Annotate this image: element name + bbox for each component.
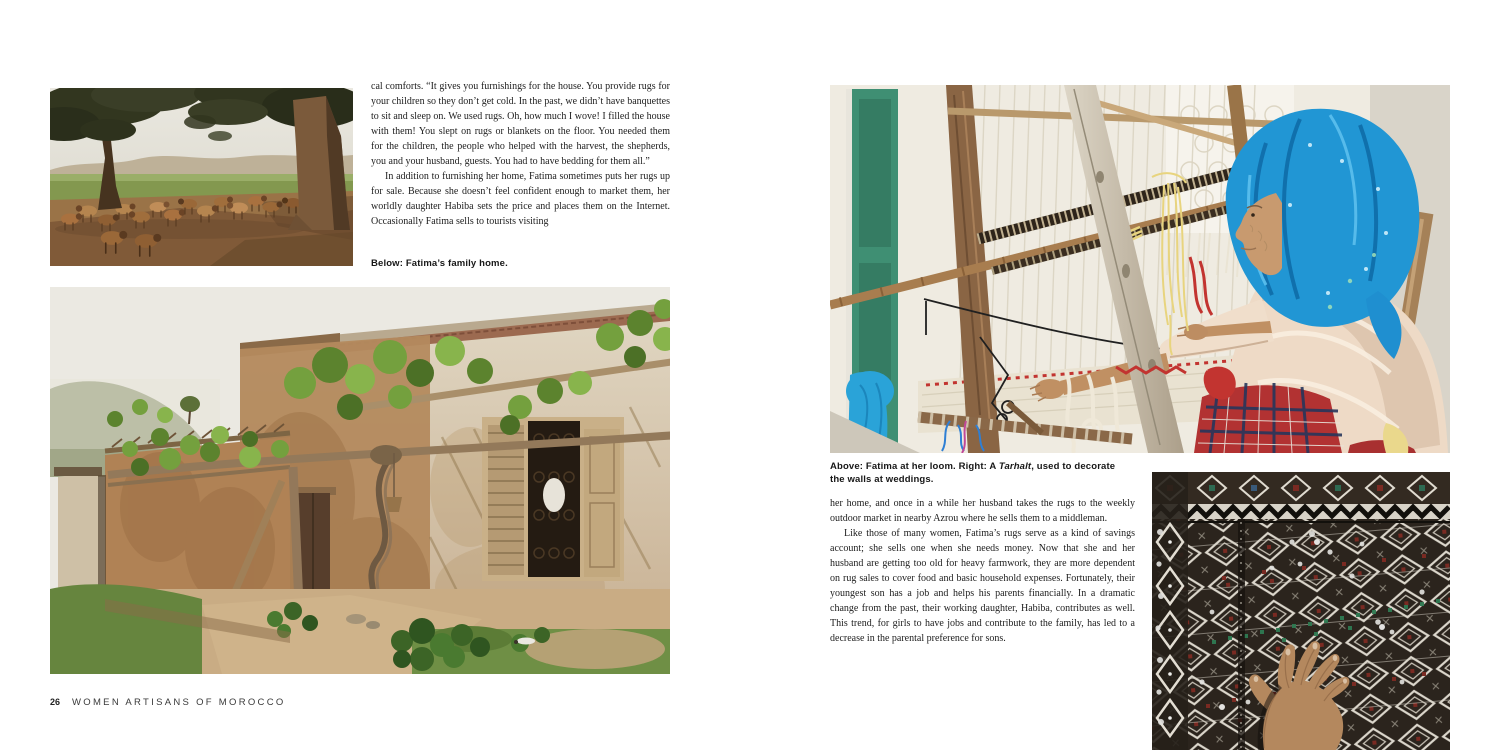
sheep-photo-art [50, 88, 353, 266]
left-text-column [371, 79, 670, 229]
textile-photo [1152, 472, 1450, 750]
outbuilding [58, 471, 98, 593]
right-text-column [830, 496, 1135, 646]
body-paragraph: Like those of many women, Fatima’s rugs serve as a kind of savings account; she sells one when she needs money. Now that she and her husband are getting too old for heavy farmwork, they are more dependent on rug sales to cover food and basic household expenses. Fortunately, their youngest son has a job and helps his parents financially. In a dramatic change from the past, their working daughter, Habiba, contributes as well. This trend, for girls to have jobs and contribute to the family, has led to a decrease in the parental preference for sons. [830, 528, 1135, 644]
sheep-photo [50, 88, 353, 266]
ridge-tree [180, 396, 200, 412]
house-photo-art [50, 287, 670, 674]
caption-italic-term: Tarhalt [998, 461, 1032, 472]
page-number: 26 [50, 697, 61, 707]
running-title: WOMEN ARTISANS OF MOROCCO [72, 697, 286, 708]
lace-curtain [543, 478, 565, 512]
body-paragraph: In addition to furnishing her home, Fatima sometimes puts her rugs up for sale. Because she doesn’t feel confident enough to market them, her worldly daughter Habiba sets the price and places them on the Internet. Occasionally Fatima sells to tourists visiting [371, 171, 670, 227]
caption-lead: Above: Fatima at her loom. Right: A [830, 461, 999, 472]
body-paragraph: her home, and once in a while her husband takes the rugs to the weekly outdoor market in nearby Azrou where he sells them to a middleman. [830, 498, 1135, 524]
loom-photo-caption [830, 460, 1132, 486]
house-photo-caption: Below: Fatima’s family home. [371, 258, 508, 269]
page-footer [50, 697, 286, 708]
textile-photo-art [1152, 472, 1450, 750]
caption-tail: , used to decorate the walls at weddings. [830, 461, 1116, 485]
left-hand [1035, 379, 1065, 399]
loom-photo-art [830, 85, 1450, 453]
house-photo [50, 287, 670, 674]
body-paragraph: cal comforts. “It gives you furnishings for the house. You provide rugs for your children so they don’t get cold. In the past, we didn’t have banquettes to sit and sleep on. We used rugs. Oh, how much I wove! I filled the house with them! You slept on rugs or blankets on the floor. You needed them for the children, the people who helped with the harvest, the shepherds, you and your husband, guests. You had to have bedding for them all.” [371, 81, 670, 167]
loom-photo [830, 85, 1450, 453]
